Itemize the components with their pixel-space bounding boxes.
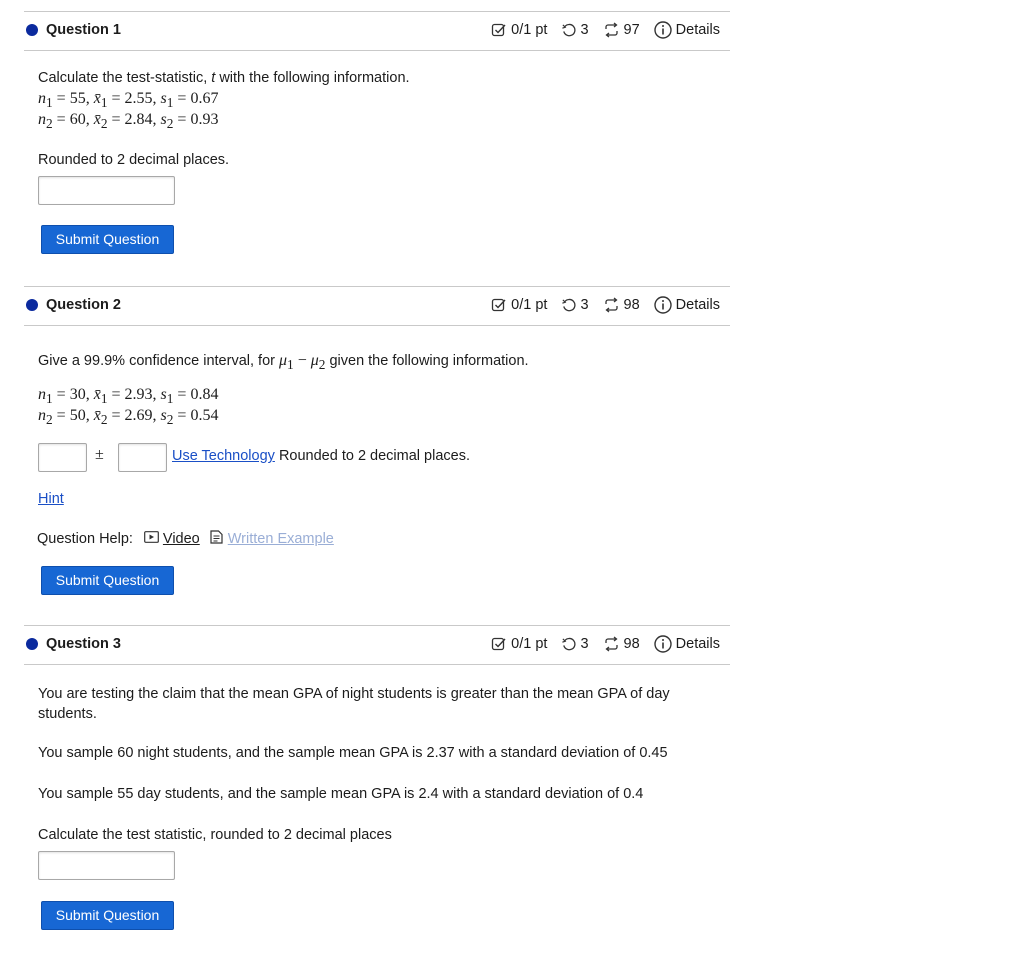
attempts-text: 3 [580,636,589,652]
claim-paragraph: You are testing the claim that the mean GPA of night students is greater than the mean GPA of day students. [38,686,670,722]
rounding-instruction: Rounded to 2 decimal places. [278,448,470,464]
video-link[interactable]: Video [162,531,200,547]
question-meta [491,635,720,653]
s2-value: 0.93 [190,111,219,128]
xbar2-value: 2.69 [124,407,153,424]
checkbox-edit-icon [491,22,507,38]
checkbox-edit-icon [491,636,507,652]
question-meta [491,21,720,39]
margin-input[interactable] [118,443,167,472]
math-line-2: $n_2 = 60$, $x̄_2 = 2.84$, $s_2 = 0.93$ [38,111,219,132]
s2-value: 0.54 [190,407,219,424]
details-link[interactable]: Details [675,22,720,38]
rounding-instruction: Rounded to 2 decimal places. [38,152,230,168]
attempts-text: 3 [580,22,589,38]
retry-icon [561,298,576,313]
checkbox-edit-icon [491,297,507,313]
technology-row [172,448,470,464]
info-circle-icon[interactable] [654,635,672,653]
question-prompt [38,352,529,373]
math-line-1: $n_1 = 30$, $x̄_1 = 2.93$, $s_1 = 0.84$ [38,386,219,407]
score-text: 0/1 pt [511,22,548,38]
n1-value: 30 [69,386,86,403]
info-circle-icon[interactable] [654,296,672,314]
status-dot [26,638,38,650]
night-sample-paragraph: You sample 60 night students, and the sample mean GPA is 2.37 with a standard deviation of 0.45 [38,745,668,761]
score-text: 0/1 pt [511,636,548,652]
question-meta [491,296,720,314]
xbar1-value: 2.55 [124,90,153,107]
n1-value: 55 [69,90,86,107]
question-header [24,286,730,326]
submit-question-button[interactable]: Submit Question [41,225,174,254]
details-link[interactable]: Details [675,636,720,652]
prompt-text: Calculate the test-statistic, [38,70,212,86]
video-icon [144,531,159,547]
center-input[interactable] [38,443,87,472]
status-dot [26,24,38,36]
retry-icon [561,637,576,652]
info-circle-icon[interactable] [654,21,672,39]
repeat-icon [603,636,620,652]
instruction-paragraph: Calculate the test statistic, rounded to 2 decimal places [38,827,392,843]
n2-value: 50 [69,407,86,424]
n2-value: 60 [69,111,86,128]
plus-minus-sign: ± [95,446,104,463]
prompt-variable: t [211,70,216,86]
details-link[interactable]: Details [675,297,720,313]
submissions-text: 97 [623,22,640,38]
answer-input[interactable] [38,176,175,205]
mu-difference: $\mu_1 - \mu_2$ [279,352,326,373]
prompt-text: Give a 99.9% confidence interval, for [38,353,279,369]
submit-question-button[interactable]: Submit Question [41,901,174,930]
s1-value: 0.84 [190,386,219,403]
repeat-icon [603,22,620,38]
question-prompt [38,70,410,86]
retry-icon [561,23,576,38]
question-header [24,625,730,665]
submissions-text: 98 [623,636,640,652]
use-technology-link[interactable]: Use Technology [172,448,275,464]
prompt-text-end: with the following information. [215,70,410,86]
document-icon [210,530,223,548]
question-title: Question 3 [46,636,121,652]
s1-value: 0.67 [190,90,219,107]
question-3 [24,625,730,923]
question-1 [24,11,730,247]
submissions-text: 98 [623,297,640,313]
question-title: Question 1 [46,22,121,38]
question-2 [24,286,730,588]
question-header [24,11,730,51]
attempts-text: 3 [580,297,589,313]
prompt-text-end: given the following information. [325,353,529,369]
question-help [37,530,334,548]
xbar2-value: 2.84 [124,111,153,128]
status-dot [26,299,38,311]
hint-link[interactable]: Hint [38,491,64,507]
repeat-icon [603,297,620,313]
written-example-link[interactable]: Written Example [227,531,334,547]
question-title: Question 2 [46,297,121,313]
day-sample-paragraph: You sample 55 day students, and the sample mean GPA is 2.4 with a standard deviation of 0.4 [38,786,644,802]
answer-input[interactable] [38,851,175,880]
math-line-2: $n_2 = 50$, $x̄_2 = 2.69$, $s_2 = 0.54$ [38,407,219,428]
xbar1-value: 2.93 [124,386,153,403]
submit-question-button[interactable]: Submit Question [41,566,174,595]
question-help-label: Question Help: [37,531,133,547]
math-line-1: $n_1 = 55$, $x̄_1 = 2.55$, $s_1 = 0.67$ [38,90,219,111]
score-text: 0/1 pt [511,297,548,313]
